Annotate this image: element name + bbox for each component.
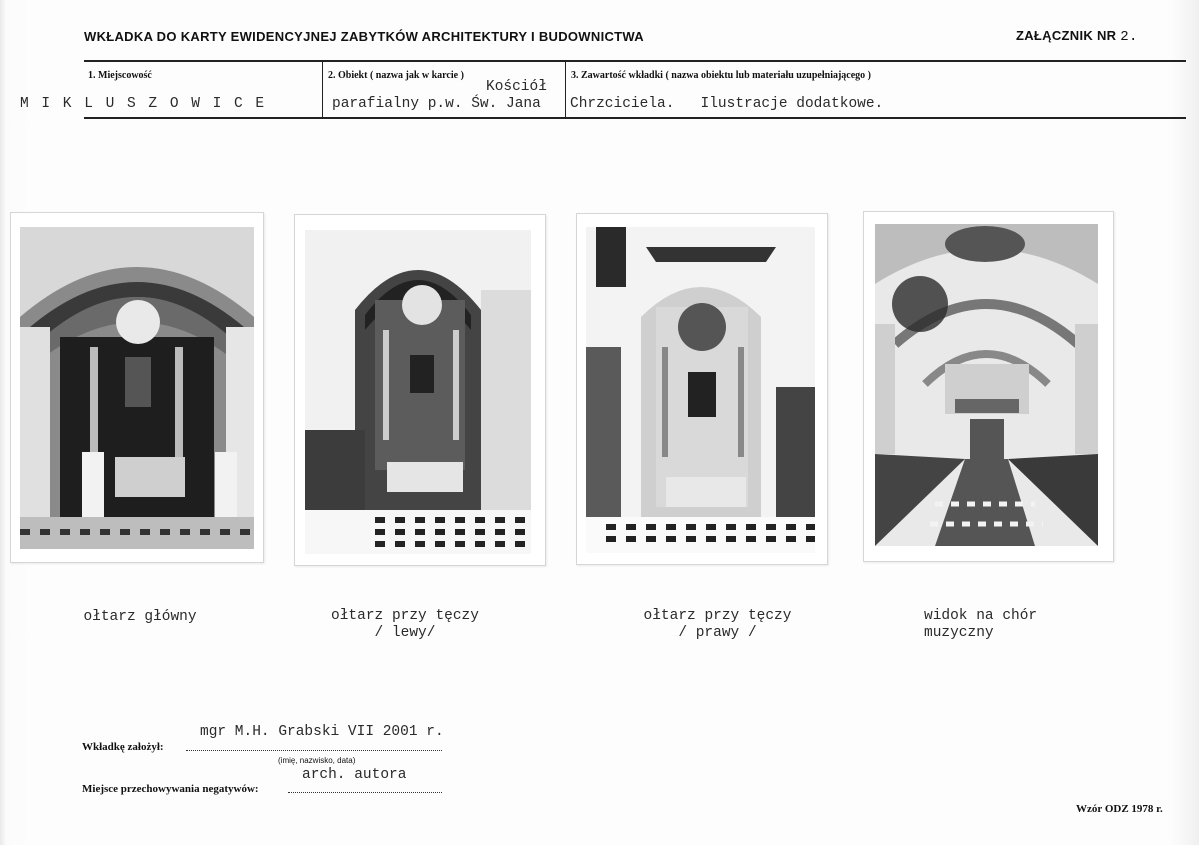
divider-1 xyxy=(322,61,323,118)
church-altar-image xyxy=(20,227,254,549)
location-label: 1. Miejscowość xyxy=(88,70,152,81)
photo-left-altar xyxy=(305,230,531,554)
created-value: mgr M.H. Grabski VII 2001 r. xyxy=(200,724,444,740)
object-label: 2. Obiekt ( nazwa jak w karcie ) xyxy=(328,70,464,81)
annex-number: 2. xyxy=(1120,29,1138,45)
caption-photo-2-line2: / lewy/ xyxy=(374,625,436,641)
form-reference: Wzór ODZ 1978 r. xyxy=(1076,803,1163,815)
caption-photo-1 xyxy=(60,609,220,626)
top-rule xyxy=(84,60,1186,62)
created-hint: (imię, nazwisko, data) xyxy=(278,756,356,765)
negatives-value: arch. autora xyxy=(302,767,407,783)
caption-photo-3-line1: ołtarz przy tęczy xyxy=(643,608,792,624)
divider-2 xyxy=(565,61,566,118)
annex-label-text: ZAŁĄCZNIK NR xyxy=(1016,28,1117,43)
photo-main-altar xyxy=(20,227,254,549)
document-title: WKŁADKA DO KARTY EWIDENCYJNEJ ZABYTKÓW ARCHITEKTURY I BUDOWNICTWA xyxy=(84,29,644,44)
caption-photo-3 xyxy=(620,608,815,642)
location-value: M I K L U S Z O W I C E xyxy=(20,96,267,112)
church-altar-image xyxy=(305,230,531,554)
church-nave-image xyxy=(875,224,1098,546)
caption-photo-2-line1: ołtarz przy tęczy xyxy=(331,608,479,624)
negatives-label: Miejsce przechowywania negatywów: xyxy=(82,783,259,795)
photo-frame-main-altar xyxy=(10,212,264,563)
object-value-line1: Kościół xyxy=(486,79,547,95)
content-label: 3. Zawartość wkładki ( nazwa obiektu lub materiału uzupełniającego ) xyxy=(571,70,872,81)
photo-frame-left-altar xyxy=(294,214,546,566)
negatives-dotted-line xyxy=(288,792,442,793)
caption-photo-4-line1: widok na chór xyxy=(924,608,1038,624)
caption-photo-3-line2: / prawy / xyxy=(678,625,757,641)
created-dotted-line xyxy=(186,750,442,751)
caption-photo-4 xyxy=(924,608,1084,642)
annex-label xyxy=(1016,28,1138,45)
bottom-rule xyxy=(84,117,1186,119)
caption-photo-2 xyxy=(310,608,500,642)
church-altar-image xyxy=(586,227,815,553)
photo-choir-view xyxy=(875,224,1098,546)
photo-frame-choir-view xyxy=(863,211,1114,562)
caption-photo-1-line1: ołtarz główny xyxy=(83,609,197,625)
caption-photo-4-line2: muzyczny xyxy=(924,625,994,641)
object-value-line2: parafialny p.w. Św. Jana xyxy=(332,96,541,112)
photo-frame-right-altar xyxy=(576,213,828,565)
content-value: Chrzciciela. Ilustracje dodatkowe. xyxy=(570,96,884,112)
photo-right-altar xyxy=(586,227,815,553)
created-label: Wkładkę założył: xyxy=(82,741,164,753)
